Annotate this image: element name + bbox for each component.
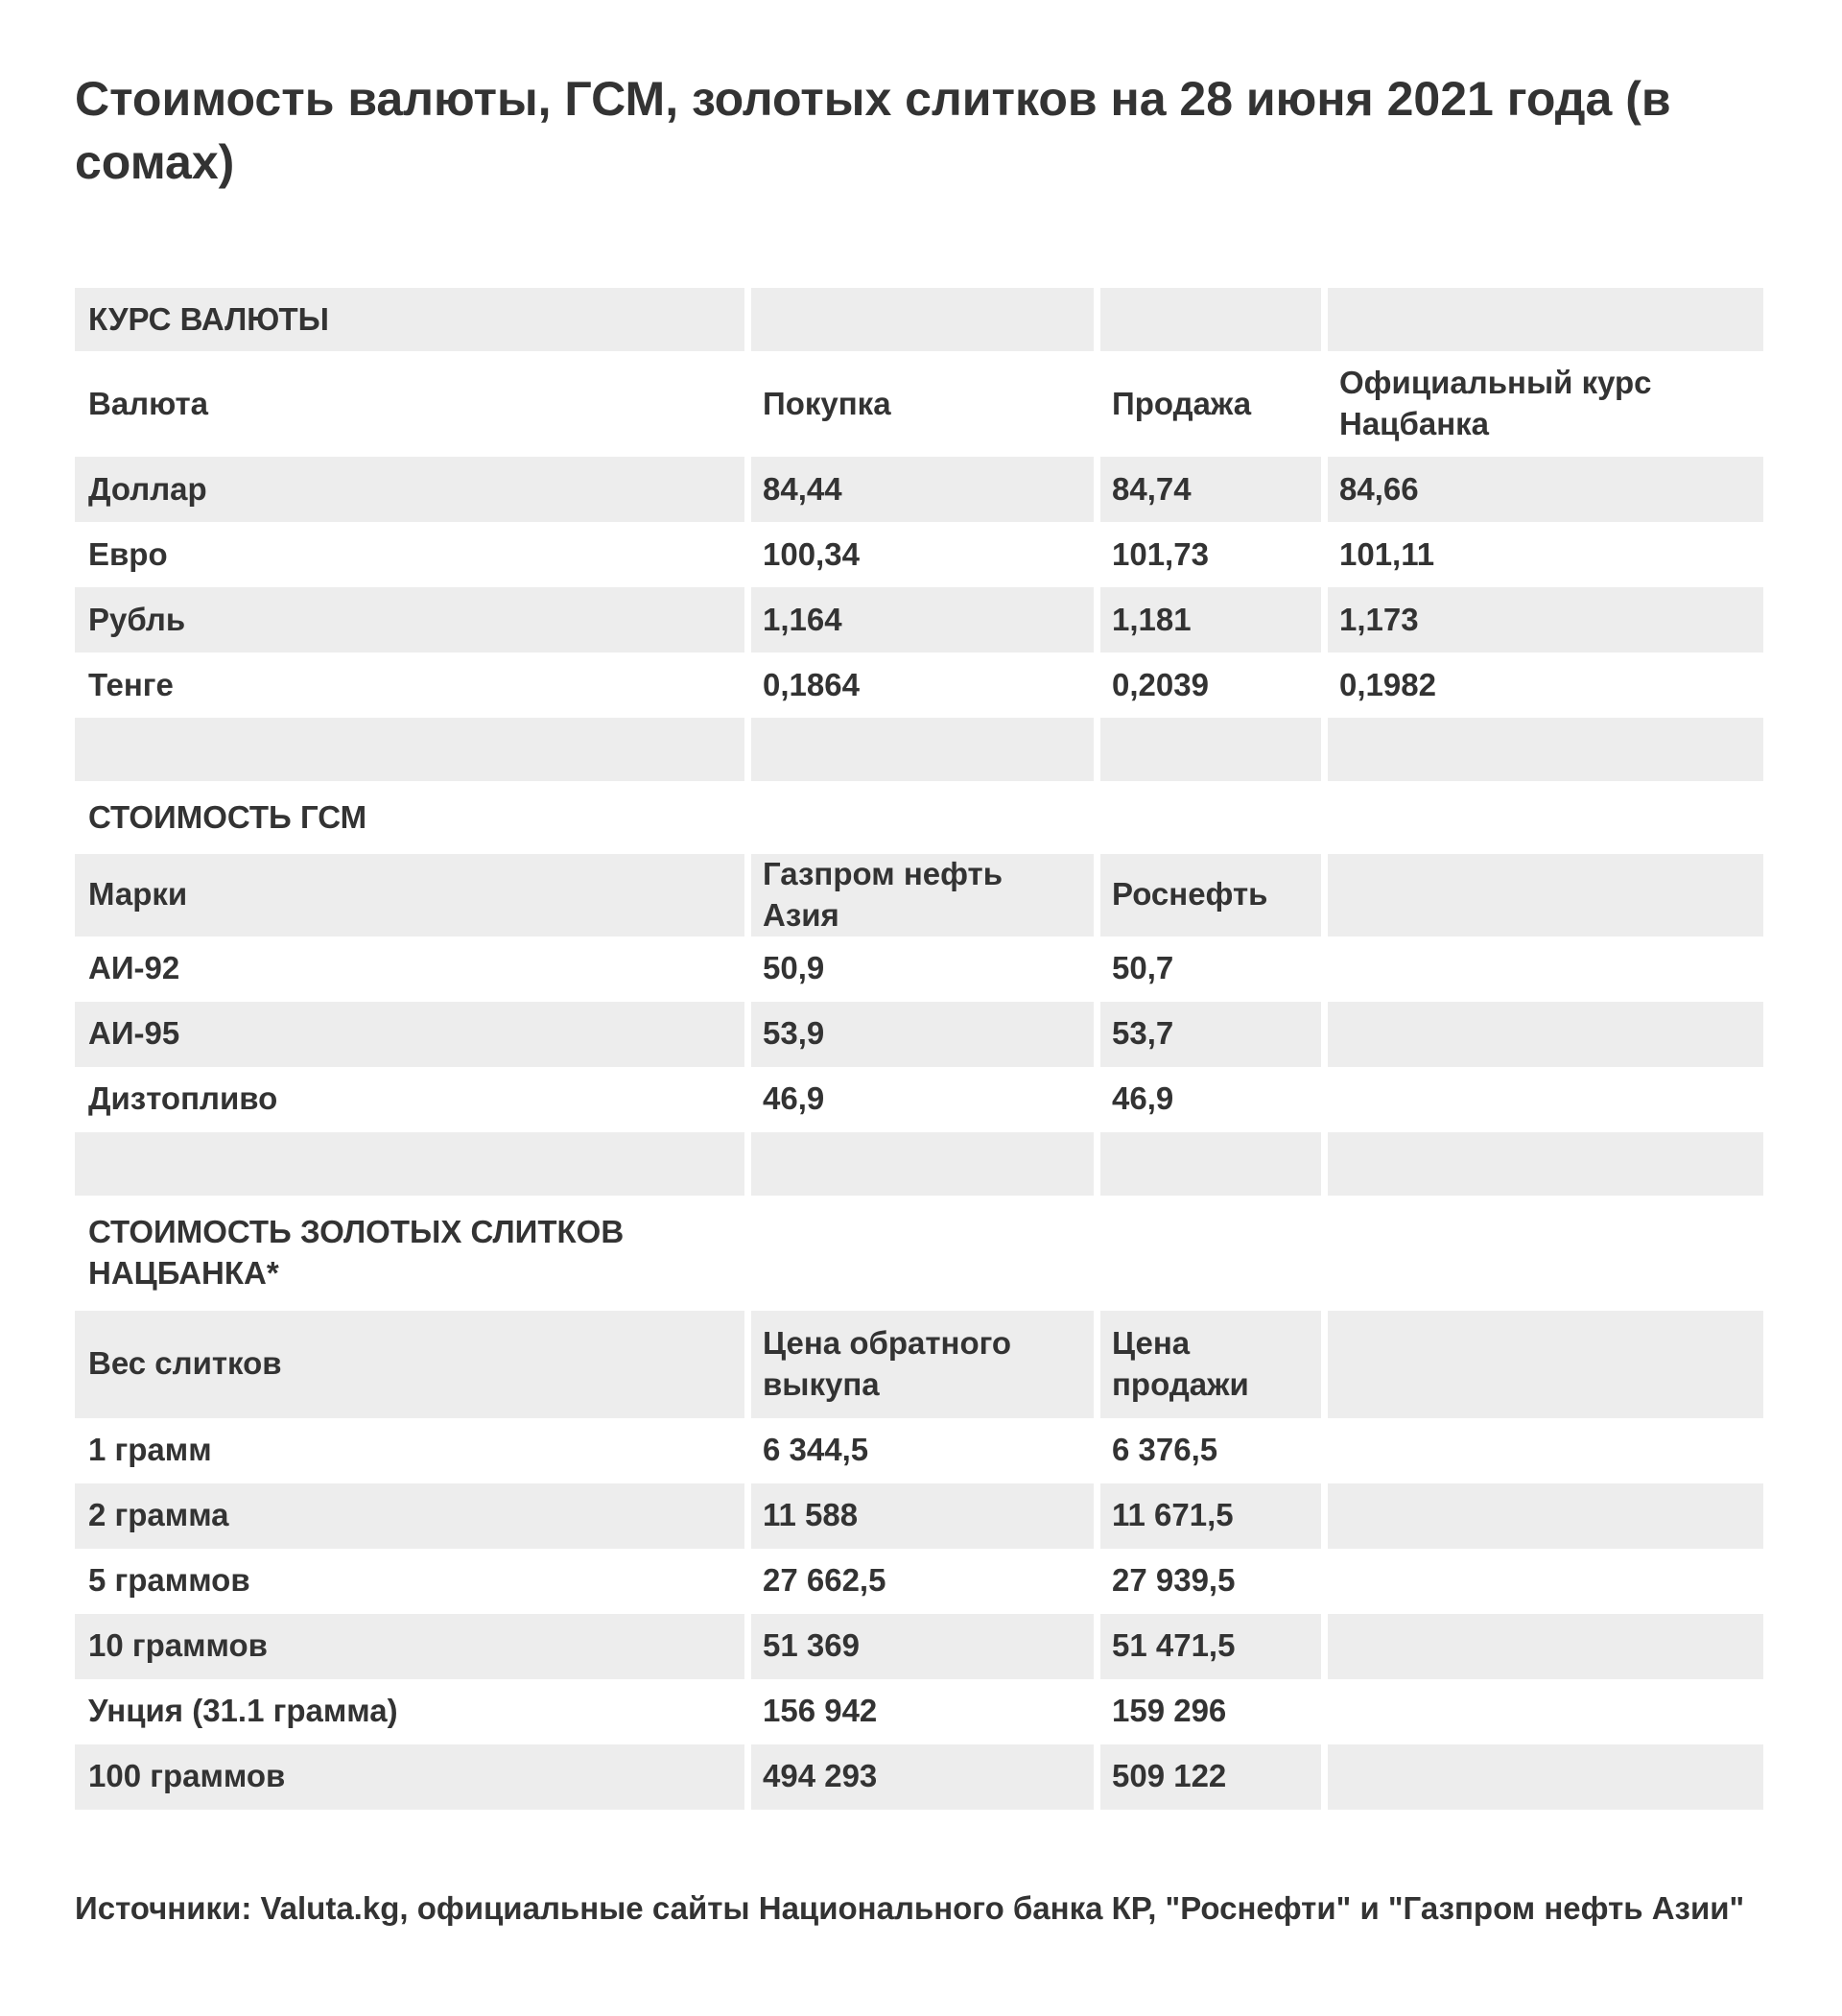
- row-label-cell: 2 грамма: [75, 1483, 744, 1549]
- value-cell: 84,66: [1321, 457, 1763, 522]
- empty-cell: [1094, 718, 1321, 781]
- column-header-row: [75, 1311, 1763, 1418]
- empty-cell: [1094, 781, 1321, 854]
- row-label-cell: 5 граммов: [75, 1549, 744, 1614]
- row-label-cell: Рубль: [75, 587, 744, 652]
- empty-cell: [744, 1132, 1094, 1196]
- value-cell: 1,181: [1094, 587, 1321, 652]
- value-cell: 46,9: [744, 1067, 1094, 1132]
- empty-cell: [1094, 1132, 1321, 1196]
- column-header-cell: [1321, 1311, 1763, 1418]
- row-label-cell: Дизтопливо: [75, 1067, 744, 1132]
- value-cell: [1321, 1418, 1763, 1483]
- row-label-cell: 100 граммов: [75, 1744, 744, 1810]
- rates-table: [75, 288, 1763, 1810]
- column-header-cell: [1321, 854, 1763, 937]
- section-header-row-fuel: [75, 781, 1763, 854]
- section-title-cell: КУРС ВАЛЮТЫ: [75, 288, 744, 351]
- table-row: [75, 587, 1763, 652]
- value-cell: 494 293: [744, 1744, 1094, 1810]
- row-label-cell: АИ-95: [75, 1002, 744, 1067]
- value-cell: 0,1864: [744, 652, 1094, 718]
- column-header-cell: Продажа: [1094, 351, 1321, 457]
- table-row: [75, 1679, 1763, 1744]
- empty-cell: [1321, 1196, 1763, 1311]
- table-row: [75, 652, 1763, 718]
- table-row: [75, 457, 1763, 522]
- column-header-cell: Цена продажи: [1094, 1311, 1321, 1418]
- empty-cell: [744, 781, 1094, 854]
- column-header-cell: Валюта: [75, 351, 744, 457]
- column-header-cell: Покупка: [744, 351, 1094, 457]
- empty-cell: [1321, 781, 1763, 854]
- table-row: [75, 1483, 1763, 1549]
- spacer-row: [75, 1132, 1763, 1196]
- value-cell: 51 369: [744, 1614, 1094, 1679]
- value-cell: 1,173: [1321, 587, 1763, 652]
- empty-cell: [1094, 288, 1321, 351]
- value-cell: [1321, 1614, 1763, 1679]
- value-cell: 509 122: [1094, 1744, 1321, 1810]
- column-header-row: [75, 351, 1763, 457]
- table-row: [75, 937, 1763, 1002]
- row-label-cell: Доллар: [75, 457, 744, 522]
- row-label-cell: Тенге: [75, 652, 744, 718]
- spacer-row: [75, 718, 1763, 781]
- row-label-cell: 1 грамм: [75, 1418, 744, 1483]
- table-row: [75, 1614, 1763, 1679]
- section-header-row-gold: [75, 1196, 1763, 1311]
- column-header-cell: Марки: [75, 854, 744, 937]
- value-cell: 50,9: [744, 937, 1094, 1002]
- value-cell: 159 296: [1094, 1679, 1321, 1744]
- value-cell: 53,7: [1094, 1002, 1321, 1067]
- column-header-row: [75, 854, 1763, 937]
- table-row: [75, 1418, 1763, 1483]
- empty-cell: [744, 718, 1094, 781]
- empty-cell: [75, 718, 744, 781]
- value-cell: [1321, 1483, 1763, 1549]
- column-header-cell: Газпром нефть Азия: [744, 854, 1094, 937]
- value-cell: 11 671,5: [1094, 1483, 1321, 1549]
- value-cell: 46,9: [1094, 1067, 1321, 1132]
- empty-cell: [1094, 1196, 1321, 1311]
- section-title-cell: СТОИМОСТЬ ГСМ: [75, 781, 744, 854]
- empty-cell: [1321, 718, 1763, 781]
- row-label-cell: Евро: [75, 522, 744, 587]
- empty-cell: [75, 1132, 744, 1196]
- empty-cell: [1321, 288, 1763, 351]
- table-row: [75, 1744, 1763, 1810]
- value-cell: 84,44: [744, 457, 1094, 522]
- value-cell: [1321, 1002, 1763, 1067]
- empty-cell: [744, 1196, 1094, 1311]
- page-title: Стоимость валюты, ГСМ, золотых слитков на 28 июня 2021 года (в сомах): [75, 72, 1671, 189]
- row-label-cell: АИ-92: [75, 937, 744, 1002]
- value-cell: 6 376,5: [1094, 1418, 1321, 1483]
- value-cell: 6 344,5: [744, 1418, 1094, 1483]
- source-note: Источники: Valuta.kg, официальные сайты Национального банка КР, "Роснефти" и "Газпром нефть Азии": [75, 1889, 1745, 1926]
- table-row: [75, 1549, 1763, 1614]
- value-cell: 0,1982: [1321, 652, 1763, 718]
- value-cell: 27 662,5: [744, 1549, 1094, 1614]
- section-header-row-currency: [75, 288, 1763, 351]
- value-cell: [1321, 1549, 1763, 1614]
- table-row: [75, 1002, 1763, 1067]
- column-header-cell: Официальный курс Нацбанка: [1321, 351, 1763, 457]
- value-cell: 1,164: [744, 587, 1094, 652]
- value-cell: 11 588: [744, 1483, 1094, 1549]
- column-header-cell: Вес слитков: [75, 1311, 744, 1418]
- value-cell: 53,9: [744, 1002, 1094, 1067]
- row-label-cell: Унция (31.1 грамма): [75, 1679, 744, 1744]
- value-cell: [1321, 1744, 1763, 1810]
- table-row: [75, 522, 1763, 587]
- value-cell: 100,34: [744, 522, 1094, 587]
- value-cell: 51 471,5: [1094, 1614, 1321, 1679]
- value-cell: 84,74: [1094, 457, 1321, 522]
- section-title-cell: СТОИМОСТЬ ЗОЛОТЫХ СЛИТКОВ НАЦБАНКА*: [75, 1196, 744, 1311]
- value-cell: [1321, 937, 1763, 1002]
- value-cell: [1321, 1679, 1763, 1744]
- column-header-cell: Роснефть: [1094, 854, 1321, 937]
- value-cell: 101,73: [1094, 522, 1321, 587]
- empty-cell: [1321, 1132, 1763, 1196]
- value-cell: 27 939,5: [1094, 1549, 1321, 1614]
- value-cell: 50,7: [1094, 937, 1321, 1002]
- value-cell: [1321, 1067, 1763, 1132]
- value-cell: 101,11: [1321, 522, 1763, 587]
- value-cell: 0,2039: [1094, 652, 1321, 718]
- column-header-cell: Цена обратного выкупа: [744, 1311, 1094, 1418]
- row-label-cell: 10 граммов: [75, 1614, 744, 1679]
- empty-cell: [744, 288, 1094, 351]
- value-cell: 156 942: [744, 1679, 1094, 1744]
- table-row: [75, 1067, 1763, 1132]
